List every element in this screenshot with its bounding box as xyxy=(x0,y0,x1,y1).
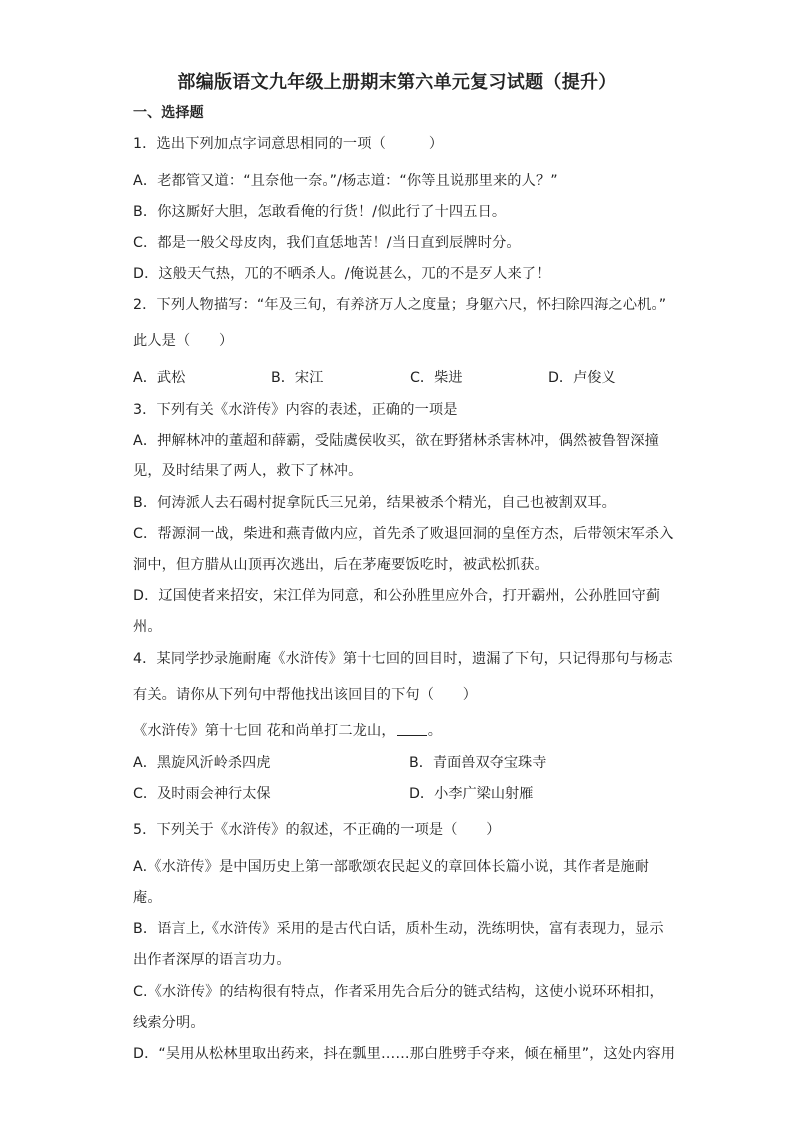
q1-option-c: C．都是一般父母皮肉，我们直恁地苦！/当日直到辰牌时分。 xyxy=(133,235,521,251)
q2-stem-line1: 2．下列人物描写：“年及三旬，有养济万人之度量；身躯六尺，怀扫除四海之心机。” xyxy=(133,297,667,313)
q2-option-b: B．宋江 xyxy=(271,370,324,386)
q4-option-a: A．黑旋风沂岭杀四虎 xyxy=(133,755,271,771)
q1-stem: 1．选出下列加点字词意思相同的一项（ ） xyxy=(133,136,444,152)
q1-option-b: B．你这厮好大胆，怎敢看俺的行货！/似此行了十四五日。 xyxy=(133,204,507,220)
q3-option-a-line1: A．押解林冲的董超和薛霸，受陆虞侯收买，欲在野猪林杀害林冲，偶然被鲁智深撞 xyxy=(133,433,660,449)
q1-option-d: D．这般天气热，兀的不晒杀人。/俺说甚么，兀的不是歹人来了！ xyxy=(133,266,551,282)
section-heading: 一、选择题 xyxy=(133,105,204,121)
q5-option-b-line2: 出作者深厚的语言功力。 xyxy=(133,952,291,968)
q2-option-a: A．武松 xyxy=(133,370,186,386)
q3-option-d-line1: D．辽国使者来招安，宋江佯为同意，和公孙胜里应外合，打开霸州，公孙胜回守蓟 xyxy=(133,588,661,604)
q3-option-c-line1: C．帮源洞一战，柴进和燕青做内应，首先杀了败退回洞的皇侄方杰，后带领宋军杀入 xyxy=(133,526,674,542)
q4-chapter-suffix: 。 xyxy=(427,723,443,739)
q3-option-d-line2: 州。 xyxy=(133,619,162,635)
q3-option-c-line2: 洞中，但方腊从山顶再次逃出，后在茅庵要饭吃时，被武松抓获。 xyxy=(133,557,549,573)
q3-stem: 3．下列有关《水浒传》内容的表述，正确的一项是 xyxy=(133,402,458,418)
q4-chapter-prefix: 《水浒传》第十七回 花和尚单打二龙山， xyxy=(133,723,396,739)
page-title: 部编版语文九年级上册期末第六单元复习试题（提升） xyxy=(177,72,617,93)
q4-stem-line2: 有关。请你从下列句中帮他找出该回目的下句（ ） xyxy=(133,687,478,703)
q4-option-c: C．及时雨会神行太保 xyxy=(133,786,271,802)
q5-stem: 5．下列关于《水浒传》的叙述，不正确的一项是（ ） xyxy=(133,822,501,838)
answer-blank xyxy=(397,723,427,736)
q4-option-b: B．青面兽双夺宝珠寺 xyxy=(409,755,547,771)
q2-stem-line2: 此人是（ ） xyxy=(133,333,234,349)
q1-option-a: A．老都管又道：“且奈他一奈。”/杨志道：“你等且说那里来的人？” xyxy=(133,173,558,189)
q5-option-a-line2: 庵。 xyxy=(133,890,162,906)
q5-option-d-line1: D．“吴用从松林里取出药来，抖在瓢里……那白胜劈手夺来，倾在桶里”，这处内容用 xyxy=(133,1046,676,1062)
q5-option-c-line2: 线索分明。 xyxy=(133,1015,205,1031)
q4-stem-line1: 4．某同学抄录施耐庵《水浒传》第十七回的回目时，遗漏了下句，只记得那句与杨志 xyxy=(133,651,673,667)
q4-chapter-line xyxy=(133,722,442,740)
q3-option-b: B．何涛派人去石碣村捉拿阮氏三兄弟，结果被杀个精光，自己也被割双耳。 xyxy=(133,495,617,511)
q3-option-a-line2: 见，及时结果了两人，救下了林冲。 xyxy=(133,463,363,479)
q2-option-d: D．卢俊义 xyxy=(548,370,616,386)
q5-option-a-line1: A.《水浒传》是中国历史上第一部歌颂农民起义的章回体长篇小说，其作者是施耐 xyxy=(133,859,650,875)
q2-option-c: C．柴进 xyxy=(410,370,463,386)
q5-option-c-line1: C.《水浒传》的结构很有特点，作者采用先合后分的链式结构，这使小说环环相扣， xyxy=(133,984,664,1000)
q5-option-b-line1: B．语言上,《水浒传》采用的是古代白话，质朴生动，洗练明快，富有表现力，显示 xyxy=(133,921,664,937)
q4-option-d: D．小李广梁山射雁 xyxy=(409,786,534,802)
